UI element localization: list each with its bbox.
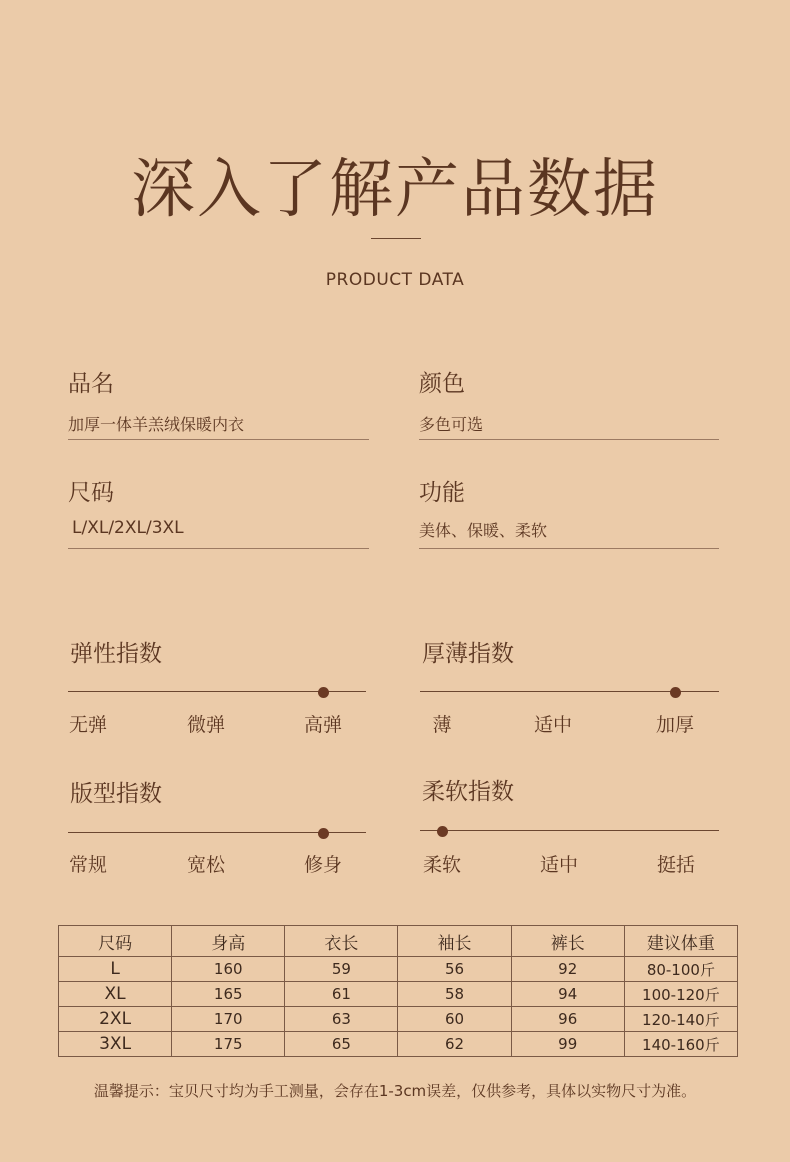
softness-option-low: 柔软 <box>422 854 461 876</box>
elasticity-marker <box>318 687 329 698</box>
page-subtitle: PRODUCT DATA <box>325 270 465 290</box>
color-label: 颜色 <box>419 371 465 397</box>
cell-weight: 140-160斤 <box>624 1032 737 1057</box>
cell-size: L <box>59 957 172 982</box>
thickness-title: 厚薄指数 <box>422 641 514 667</box>
cell-height: 165 <box>172 982 285 1007</box>
size-underline <box>68 548 369 549</box>
thickness-option-high: 加厚 <box>655 714 694 736</box>
name-underline <box>68 439 369 440</box>
cell-weight: 120-140斤 <box>624 1007 737 1032</box>
cell-weight: 80-100斤 <box>624 957 737 982</box>
fit-option-mid: 宽松 <box>186 854 225 876</box>
color-underline <box>419 439 719 440</box>
name-value: 加厚一体羊羔绒保暖内衣 <box>68 415 245 434</box>
header-weight: 建议体重 <box>624 926 737 957</box>
cell-top-length: 63 <box>285 1007 398 1032</box>
thickness-marker <box>670 687 681 698</box>
softness-track <box>420 830 719 831</box>
cell-size: 3XL <box>59 1032 172 1057</box>
cell-sleeve-length: 60 <box>398 1007 511 1032</box>
table-row <box>59 982 738 1007</box>
cell-height: 170 <box>172 1007 285 1032</box>
cell-top-length: 59 <box>285 957 398 982</box>
cell-height: 160 <box>172 957 285 982</box>
softness-option-high: 挺括 <box>656 854 695 876</box>
cell-height: 175 <box>172 1032 285 1057</box>
cell-sleeve-length: 58 <box>398 982 511 1007</box>
softness-marker <box>437 826 448 837</box>
cell-top-length: 65 <box>285 1032 398 1057</box>
function-underline <box>419 548 719 549</box>
thickness-option-low: 薄 <box>432 714 452 736</box>
size-table-header <box>59 926 738 957</box>
name-label: 品名 <box>68 371 114 397</box>
function-label: 功能 <box>419 480 465 506</box>
function-value: 美体、保暖、柔软 <box>419 521 548 540</box>
cell-sleeve-length: 56 <box>398 957 511 982</box>
page-title: 深入了解产品数据 <box>131 153 659 227</box>
fit-marker <box>318 828 329 839</box>
softness-option-mid: 适中 <box>539 854 578 876</box>
cell-size: 2XL <box>59 1007 172 1032</box>
size-table <box>58 925 738 1057</box>
cell-pants-length: 92 <box>511 957 624 982</box>
cell-pants-length: 99 <box>511 1032 624 1057</box>
cell-size: XL <box>59 982 172 1007</box>
header-sleeve-length: 袖长 <box>398 926 511 957</box>
table-row <box>59 1032 738 1057</box>
thickness-option-mid: 适中 <box>533 714 572 736</box>
elasticity-option-low: 无弹 <box>68 714 107 736</box>
cell-weight: 100-120斤 <box>624 982 737 1007</box>
softness-title: 柔软指数 <box>422 779 514 805</box>
elasticity-option-mid: 微弹 <box>186 714 225 736</box>
elasticity-option-high: 高弹 <box>303 714 342 736</box>
fit-title: 版型指数 <box>70 781 162 807</box>
measurement-note: 温馨提示：宝贝尺寸均为手工测量，会存在1-3cm误差，仅供参考，具体以实物尺寸为准。 <box>93 1082 697 1100</box>
size-value: L/XL/2XL/3XL <box>72 518 184 538</box>
cell-pants-length: 94 <box>511 982 624 1007</box>
size-label: 尺码 <box>68 480 114 506</box>
header-top-length: 衣长 <box>285 926 398 957</box>
cell-sleeve-length: 62 <box>398 1032 511 1057</box>
table-row <box>59 1007 738 1032</box>
elasticity-title: 弹性指数 <box>70 641 162 667</box>
fit-option-high: 修身 <box>303 854 342 876</box>
fit-option-low: 常规 <box>68 854 107 876</box>
header-size: 尺码 <box>59 926 172 957</box>
title-divider <box>371 238 421 239</box>
color-value: 多色可选 <box>419 415 484 434</box>
cell-pants-length: 96 <box>511 1007 624 1032</box>
cell-top-length: 61 <box>285 982 398 1007</box>
header-height: 身高 <box>172 926 285 957</box>
table-row <box>59 957 738 982</box>
header-pants-length: 裤长 <box>511 926 624 957</box>
